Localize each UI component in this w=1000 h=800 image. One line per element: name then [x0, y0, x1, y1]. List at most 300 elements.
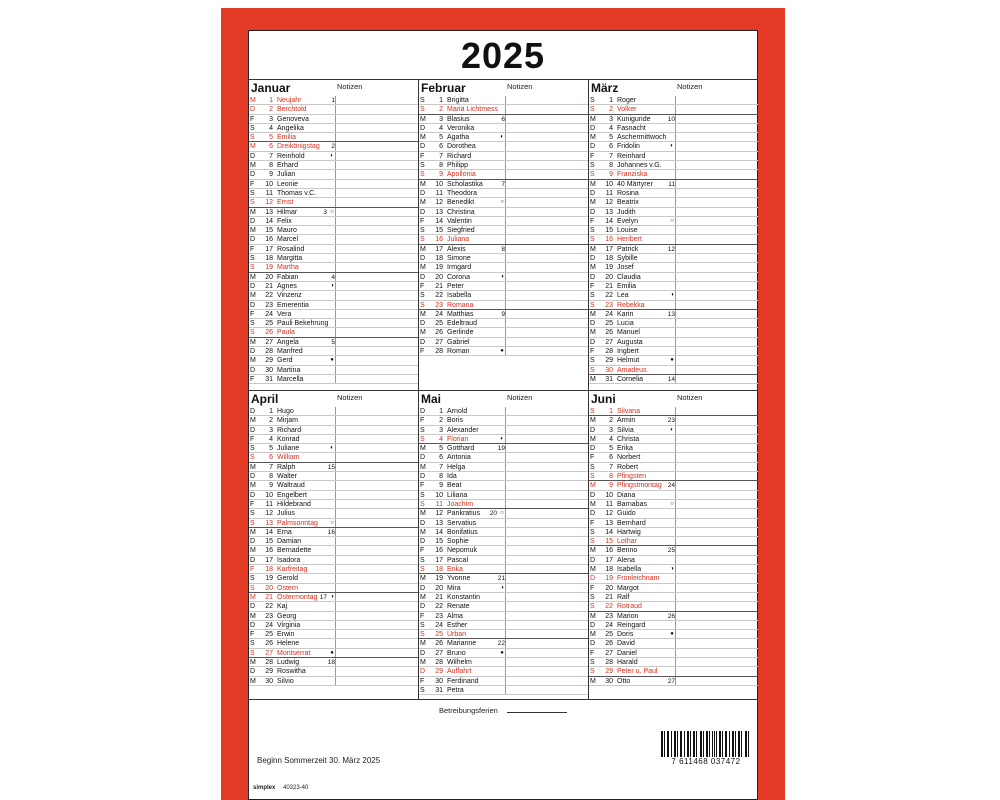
notes-cell[interactable]: [335, 481, 418, 489]
notes-cell[interactable]: [675, 574, 758, 582]
day-row: [419, 519, 588, 528]
notes-cell[interactable]: [505, 254, 588, 262]
notes-label: Notizen: [677, 393, 703, 402]
day-number: 17: [605, 556, 613, 564]
month-block-mai: [419, 390, 588, 695]
notes-cell[interactable]: [505, 546, 588, 554]
notes-cell[interactable]: [335, 338, 418, 346]
notes-cell[interactable]: [505, 347, 588, 355]
notes-cell[interactable]: [505, 338, 588, 346]
day-row: [419, 491, 588, 500]
notes-cell[interactable]: [335, 444, 418, 452]
notes-cell[interactable]: [335, 198, 418, 206]
notes-cell[interactable]: [505, 649, 588, 657]
notes-cell[interactable]: [335, 235, 418, 243]
weekday-letter: S: [250, 454, 255, 462]
weekday-letter: M: [590, 500, 596, 508]
notes-cell[interactable]: [505, 491, 588, 499]
day-row: [249, 407, 418, 416]
notes-cell[interactable]: [675, 677, 758, 685]
notes-cell[interactable]: [505, 472, 588, 480]
weekday-letter: M: [420, 593, 426, 601]
notes-cell[interactable]: [675, 509, 758, 517]
name-day: Antonia: [447, 454, 471, 462]
notes-cell[interactable]: [335, 677, 418, 685]
notes-cell[interactable]: [335, 537, 418, 545]
name-day: Alexis: [447, 245, 466, 253]
notes-cell[interactable]: [505, 426, 588, 434]
notes-cell[interactable]: [335, 105, 418, 113]
notes-cell[interactable]: [335, 528, 418, 536]
notes-cell[interactable]: [335, 96, 418, 104]
name-day: Reinhard: [617, 152, 646, 160]
notes-cell[interactable]: [505, 444, 588, 452]
notes-cell[interactable]: [675, 528, 758, 536]
notes-cell[interactable]: [335, 565, 418, 573]
notes-cell[interactable]: [335, 407, 418, 415]
name-day: Fronleichnam: [617, 575, 660, 583]
notes-cell[interactable]: [505, 189, 588, 197]
notes-cell[interactable]: [505, 310, 588, 318]
notes-cell[interactable]: [335, 584, 418, 592]
day-row: [589, 235, 758, 244]
day-row: [249, 565, 418, 574]
day-row: [249, 180, 418, 189]
notes-cell[interactable]: [335, 319, 418, 327]
week-number: 16: [327, 528, 335, 536]
notes-cell[interactable]: [675, 152, 758, 160]
notes-cell[interactable]: [505, 612, 588, 620]
notes-cell[interactable]: [505, 291, 588, 299]
weekday-letter: D: [590, 255, 596, 263]
notes-cell[interactable]: [505, 593, 588, 601]
notes-cell[interactable]: [675, 584, 758, 592]
day-number: 25: [265, 320, 273, 328]
name-day: Silvia: [617, 426, 634, 434]
week-number: 10: [667, 115, 675, 123]
notes-cell[interactable]: [675, 245, 758, 253]
day-row: [419, 500, 588, 509]
day-row: [589, 226, 758, 235]
weekday-letter: S: [590, 162, 595, 170]
weekday-letter: S: [590, 603, 595, 611]
notes-cell[interactable]: [675, 217, 758, 225]
notes-cell[interactable]: [675, 198, 758, 206]
day-row: [249, 152, 418, 161]
weekday-letter: M: [250, 417, 256, 425]
notes-cell[interactable]: [505, 263, 588, 271]
notes-cell[interactable]: [505, 245, 588, 253]
notes-cell[interactable]: [505, 124, 588, 132]
notes-cell[interactable]: [505, 509, 588, 517]
notes-cell[interactable]: [335, 217, 418, 225]
day-row: [249, 319, 418, 328]
weekday-letter: M: [420, 528, 426, 536]
notes-cell[interactable]: [675, 491, 758, 499]
notes-cell[interactable]: [335, 500, 418, 508]
notes-cell[interactable]: [675, 124, 758, 132]
notes-cell[interactable]: [675, 161, 758, 169]
day-row: [589, 463, 758, 472]
notes-cell[interactable]: [675, 366, 758, 374]
notes-cell[interactable]: [505, 407, 588, 415]
notes-cell[interactable]: [505, 328, 588, 336]
notes-cell[interactable]: [675, 226, 758, 234]
notes-cell[interactable]: [335, 435, 418, 443]
notes-cell[interactable]: [335, 347, 418, 355]
notes-cell[interactable]: [675, 254, 758, 262]
notes-cell[interactable]: [675, 356, 758, 364]
notes-cell[interactable]: [505, 602, 588, 610]
notes-cell[interactable]: [335, 426, 418, 434]
notes-cell[interactable]: [505, 667, 588, 675]
day-row: [419, 273, 588, 282]
notes-cell[interactable]: [675, 519, 758, 527]
notes-cell[interactable]: [675, 667, 758, 675]
weekday-letter: D: [590, 208, 596, 216]
day-number: 31: [605, 375, 613, 383]
notes-cell[interactable]: [335, 291, 418, 299]
notes-cell[interactable]: [505, 435, 588, 443]
name-day: Hartwig: [617, 528, 641, 536]
day-row: [589, 263, 758, 272]
weekday-letter: S: [250, 510, 255, 518]
notes-cell[interactable]: [675, 435, 758, 443]
notes-cell[interactable]: [335, 556, 418, 564]
weekday-letter: M: [590, 417, 596, 425]
day-row: [589, 273, 758, 282]
notes-cell[interactable]: [335, 639, 418, 647]
notes-cell[interactable]: [675, 593, 758, 601]
notes-cell[interactable]: [505, 217, 588, 225]
name-day: Isadora: [277, 556, 301, 564]
name-day: Blasius: [447, 115, 470, 123]
notes-cell[interactable]: [675, 347, 758, 355]
day-number: 23: [605, 612, 613, 620]
day-row: [249, 375, 418, 384]
day-number: 28: [435, 659, 443, 667]
day-number: 20: [265, 584, 273, 592]
notes-cell[interactable]: [505, 686, 588, 694]
notes-cell[interactable]: [335, 375, 418, 383]
notes-cell[interactable]: [675, 649, 758, 657]
notes-cell[interactable]: [505, 115, 588, 123]
day-number: 14: [605, 217, 613, 225]
notes-cell[interactable]: [675, 301, 758, 309]
day-number: 10: [265, 180, 273, 188]
column-divider: [418, 79, 419, 699]
weekday-letter: D: [420, 603, 426, 611]
name-day: Fasnacht: [617, 124, 646, 132]
notes-cell[interactable]: [675, 338, 758, 346]
weekday-letter: S: [590, 97, 595, 104]
notes-cell[interactable]: [335, 180, 418, 188]
weekday-letter: S: [250, 320, 255, 328]
day-number: 3: [269, 115, 273, 123]
day-row: [419, 254, 588, 263]
notes-cell[interactable]: [675, 639, 758, 647]
notes-cell[interactable]: [335, 463, 418, 471]
weekday-letter: S: [250, 575, 255, 583]
notes-cell[interactable]: [675, 463, 758, 471]
day-row: [419, 291, 588, 300]
notes-cell[interactable]: [335, 602, 418, 610]
notes-cell[interactable]: [505, 301, 588, 309]
notes-cell[interactable]: [335, 630, 418, 638]
notes-cell[interactable]: [335, 208, 418, 216]
day-number: 26: [265, 329, 273, 337]
notes-cell[interactable]: [505, 152, 588, 160]
notes-cell[interactable]: [675, 115, 758, 123]
notes-cell[interactable]: [675, 612, 758, 620]
day-number: 15: [435, 227, 443, 235]
name-day: Urban: [447, 631, 467, 639]
weekday-letter: S: [420, 106, 425, 114]
weekday-letter: D: [590, 640, 596, 648]
notes-cell[interactable]: [675, 105, 758, 113]
weekday-letter: S: [250, 640, 255, 648]
day-row: [419, 612, 588, 621]
notes-cell[interactable]: [675, 472, 758, 480]
notes-cell[interactable]: [505, 226, 588, 234]
name-day: Pascal: [447, 556, 469, 564]
name-day: Emilia: [277, 134, 297, 142]
notes-cell[interactable]: [675, 310, 758, 318]
notes-cell[interactable]: [675, 263, 758, 271]
notes-cell[interactable]: [675, 235, 758, 243]
notes-cell[interactable]: [505, 170, 588, 178]
notes-cell[interactable]: [675, 556, 758, 564]
notes-cell[interactable]: [505, 235, 588, 243]
sommerzeit-note: Beginn Sommerzeit 30. März 2025: [257, 756, 381, 765]
notes-cell[interactable]: [335, 472, 418, 480]
notes-cell[interactable]: [335, 263, 418, 271]
month-header: [249, 80, 418, 96]
notes-cell[interactable]: [505, 416, 588, 424]
day-number: 1: [609, 97, 613, 104]
notes-cell[interactable]: [675, 180, 758, 188]
weekday-letter: F: [590, 217, 595, 225]
name-day: Mariä Lichtmess: [447, 106, 498, 114]
weekday-letter: M: [250, 593, 256, 601]
notes-cell[interactable]: [335, 649, 418, 657]
day-row: [249, 291, 418, 300]
notes-cell[interactable]: [335, 453, 418, 461]
notes-cell[interactable]: [675, 537, 758, 545]
weekday-letter: F: [250, 245, 255, 253]
notes-cell[interactable]: [505, 630, 588, 638]
notes-cell[interactable]: [505, 500, 588, 508]
notes-cell[interactable]: [675, 416, 758, 424]
week-number: 20: [489, 510, 497, 518]
notes-cell[interactable]: [505, 677, 588, 685]
notes-cell[interactable]: [335, 612, 418, 620]
day-row: [249, 338, 418, 347]
notes-cell[interactable]: [505, 584, 588, 592]
day-row: [419, 217, 588, 226]
name-day: Thomas v.C.: [277, 189, 317, 197]
notes-cell[interactable]: [505, 565, 588, 573]
notes-cell[interactable]: [505, 453, 588, 461]
notes-cell[interactable]: [335, 491, 418, 499]
notes-cell[interactable]: [335, 366, 418, 374]
notes-cell[interactable]: [675, 208, 758, 216]
day-number: 14: [435, 528, 443, 536]
weekday-letter: S: [420, 227, 425, 235]
notes-cell[interactable]: [505, 621, 588, 629]
notes-cell[interactable]: [505, 180, 588, 188]
notes-cell[interactable]: [505, 463, 588, 471]
day-row: [589, 366, 758, 375]
notes-cell[interactable]: [505, 142, 588, 150]
notes-cell[interactable]: [335, 356, 418, 364]
day-row: [589, 180, 758, 189]
day-number: 24: [435, 310, 443, 318]
notes-cell[interactable]: [675, 453, 758, 461]
notes-cell[interactable]: [505, 528, 588, 536]
notes-cell[interactable]: [505, 574, 588, 582]
day-row: [589, 630, 758, 639]
notes-cell[interactable]: [335, 161, 418, 169]
notes-cell[interactable]: [675, 500, 758, 508]
notes-cell[interactable]: [335, 509, 418, 517]
day-number: 13: [605, 208, 613, 216]
weekday-letter: S: [420, 162, 425, 170]
notes-cell[interactable]: [675, 426, 758, 434]
notes-cell[interactable]: [335, 226, 418, 234]
day-row: [589, 245, 758, 254]
day-number: 9: [439, 482, 443, 490]
notes-cell[interactable]: [335, 142, 418, 150]
weekday-letter: D: [420, 189, 426, 197]
notes-cell[interactable]: [675, 375, 758, 383]
notes-cell[interactable]: [335, 546, 418, 554]
notes-cell[interactable]: [335, 416, 418, 424]
notes-cell[interactable]: [505, 519, 588, 527]
notes-cell[interactable]: [335, 310, 418, 318]
weekday-letter: M: [250, 677, 256, 685]
notes-cell[interactable]: [505, 481, 588, 489]
notes-cell[interactable]: [335, 254, 418, 262]
notes-cell[interactable]: [675, 546, 758, 554]
name-day: Scholastika: [447, 180, 483, 188]
notes-cell[interactable]: [335, 593, 418, 601]
notes-cell[interactable]: [675, 444, 758, 452]
notes-cell[interactable]: [505, 273, 588, 281]
notes-cell[interactable]: [335, 115, 418, 123]
weekday-letter: F: [420, 612, 425, 620]
year-title: 2025: [460, 35, 546, 76]
notes-cell[interactable]: [505, 208, 588, 216]
notes-cell[interactable]: [675, 133, 758, 141]
day-number: 11: [435, 500, 443, 508]
day-number: 17: [265, 556, 273, 564]
notes-cell[interactable]: [675, 291, 758, 299]
name-day: Karin: [617, 310, 634, 318]
notes-cell[interactable]: [505, 639, 588, 647]
notes-cell[interactable]: [675, 319, 758, 327]
notes-cell[interactable]: [505, 658, 588, 666]
notes-cell[interactable]: [505, 282, 588, 290]
name-day: Corona: [447, 273, 470, 281]
notes-cell[interactable]: [505, 198, 588, 206]
name-day: Ferdinand: [447, 677, 479, 685]
notes-cell[interactable]: [505, 556, 588, 564]
notes-cell[interactable]: [505, 96, 588, 104]
notes-cell[interactable]: [335, 133, 418, 141]
notes-cell[interactable]: [335, 170, 418, 178]
notes-cell[interactable]: [335, 189, 418, 197]
notes-cell[interactable]: [675, 282, 758, 290]
notes-cell[interactable]: [675, 407, 758, 415]
notes-cell[interactable]: [675, 658, 758, 666]
notes-cell[interactable]: [335, 621, 418, 629]
notes-cell[interactable]: [335, 282, 418, 290]
notes-cell[interactable]: [505, 537, 588, 545]
day-number: 25: [435, 631, 443, 639]
name-day: Ingbert: [617, 348, 639, 356]
notes-cell[interactable]: [335, 667, 418, 675]
notes-cell[interactable]: [335, 301, 418, 309]
notes-cell[interactable]: [505, 105, 588, 113]
notes-cell[interactable]: [675, 481, 758, 489]
day-number: 27: [435, 338, 443, 346]
notes-cell[interactable]: [335, 245, 418, 253]
weekday-letter: D: [250, 426, 256, 434]
day-number: 9: [439, 171, 443, 179]
notes-cell[interactable]: [675, 189, 758, 197]
notes-cell[interactable]: [675, 328, 758, 336]
week-number: 6: [501, 115, 505, 123]
day-number: 1: [609, 408, 613, 415]
name-day: Dreikönigstag: [277, 143, 320, 151]
day-number: 21: [435, 593, 443, 601]
notes-cell[interactable]: [675, 630, 758, 638]
notes-cell[interactable]: [335, 658, 418, 666]
notes-cell[interactable]: [335, 328, 418, 336]
notes-cell[interactable]: [505, 319, 588, 327]
notes-cell[interactable]: [675, 170, 758, 178]
day-row: [419, 189, 588, 198]
moon-phase-icon: ◑: [500, 273, 504, 280]
day-number: 4: [609, 435, 613, 443]
day-number: 7: [609, 152, 613, 160]
notes-cell[interactable]: [675, 96, 758, 104]
day-number: 27: [265, 649, 273, 657]
notes-cell[interactable]: [505, 161, 588, 169]
notes-cell[interactable]: [335, 152, 418, 160]
notes-cell[interactable]: [675, 565, 758, 573]
notes-cell[interactable]: [335, 124, 418, 132]
name-day: Bonifatius: [447, 528, 478, 536]
notes-cell[interactable]: [675, 621, 758, 629]
notes-cell[interactable]: [335, 519, 418, 527]
name-day: Martina: [277, 366, 301, 374]
name-day: Georg: [277, 612, 297, 620]
notes-cell[interactable]: [505, 133, 588, 141]
notes-cell[interactable]: [335, 273, 418, 281]
day-row: [419, 556, 588, 565]
name-day: Gerd: [277, 357, 293, 365]
notes-cell[interactable]: [335, 574, 418, 582]
notes-cell[interactable]: [675, 142, 758, 150]
name-day: Ostermontag: [277, 593, 318, 601]
month-block-juni: [589, 390, 758, 686]
notes-cell[interactable]: [675, 602, 758, 610]
week-number: 7: [501, 180, 505, 188]
notes-cell[interactable]: [675, 273, 758, 281]
weekday-letter: F: [250, 310, 255, 318]
